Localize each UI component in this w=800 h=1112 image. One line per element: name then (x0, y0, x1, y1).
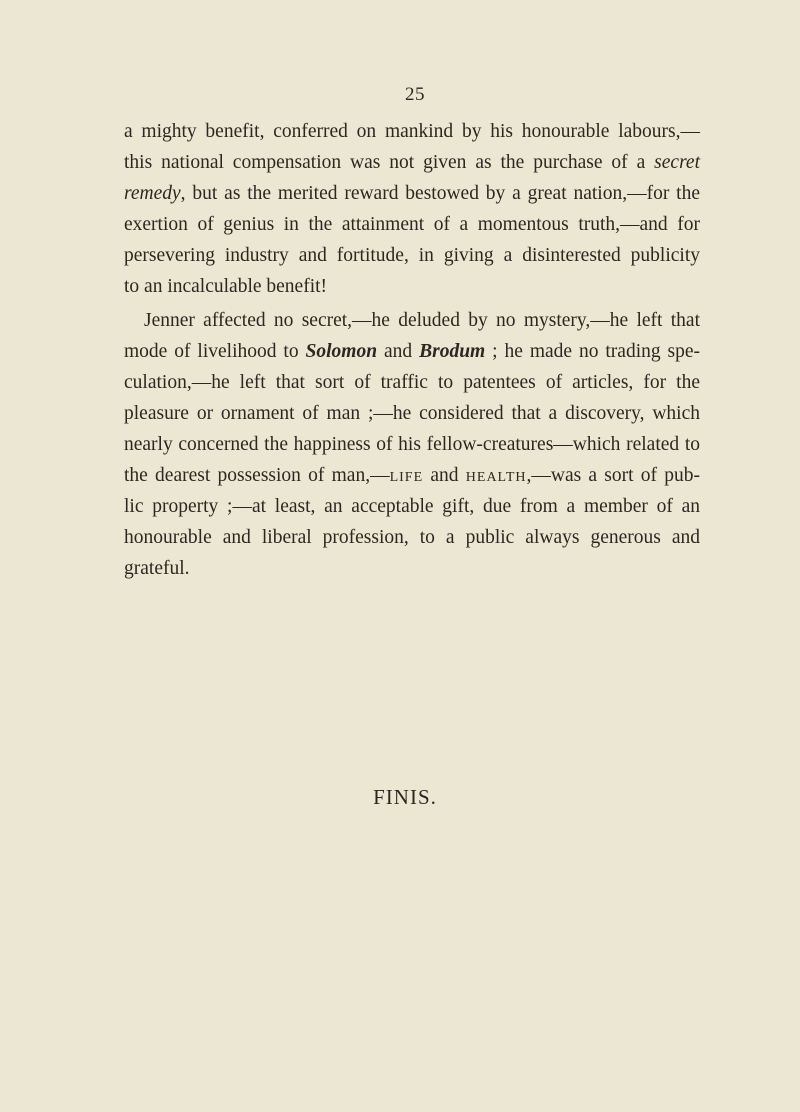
paragraph-1 (124, 116, 700, 302)
paragraph-line: pleasure or ornament of man ;—he considered that a discovery, which (124, 403, 700, 424)
paragraph-line: remedy, but as the merited reward bestowed by a great nation,—for the (124, 183, 700, 204)
small-caps-life: life (389, 465, 424, 486)
italic-remedy: remedy (124, 183, 181, 204)
paragraph-line: to an incalculable benefit! (124, 276, 328, 297)
paragraph-line: culation,—he left that sort of traffic to patentees of articles, for the (124, 372, 700, 393)
paragraph-line: this national compensation was not given as the purchase of a secret (124, 152, 701, 173)
paragraph-line: the dearest possession of man,—life and health,—was a sort of pub- (124, 465, 701, 486)
name-brodum: Brodum (419, 341, 486, 362)
paragraph-line: honourable and liberal profession, to a public always generous and (124, 527, 700, 548)
paragraph-line: mode of livelihood to Solomon and Brodum ; he made no trading spe- (124, 341, 701, 362)
paragraph-line: lic property ;—at least, an acceptable gift, due from a member of an (124, 496, 700, 517)
paragraph-line: nearly concerned the happiness of his fellow-creatures—which related to (124, 434, 700, 455)
paragraph-line: grateful. (124, 558, 190, 579)
italic-secret: secret (654, 152, 701, 173)
small-caps-health: health (465, 465, 527, 486)
name-solomon: Solomon (305, 341, 378, 362)
paragraph-line: persevering industry and fortitude, in giving a disinterested publicity (124, 245, 700, 266)
paragraph-line: a mighty benefit, conferred on mankind by his honourable labours,— (124, 121, 700, 142)
paragraph-line: exertion of genius in the attainment of a momentous truth,—and for (124, 214, 700, 235)
paragraph-2 (124, 305, 700, 584)
paragraph-line: Jenner affected no secret,—he deluded by no mystery,—he left that (144, 310, 700, 331)
page-number: 25 (405, 84, 425, 105)
finis-heading: FINIS. (373, 785, 437, 809)
